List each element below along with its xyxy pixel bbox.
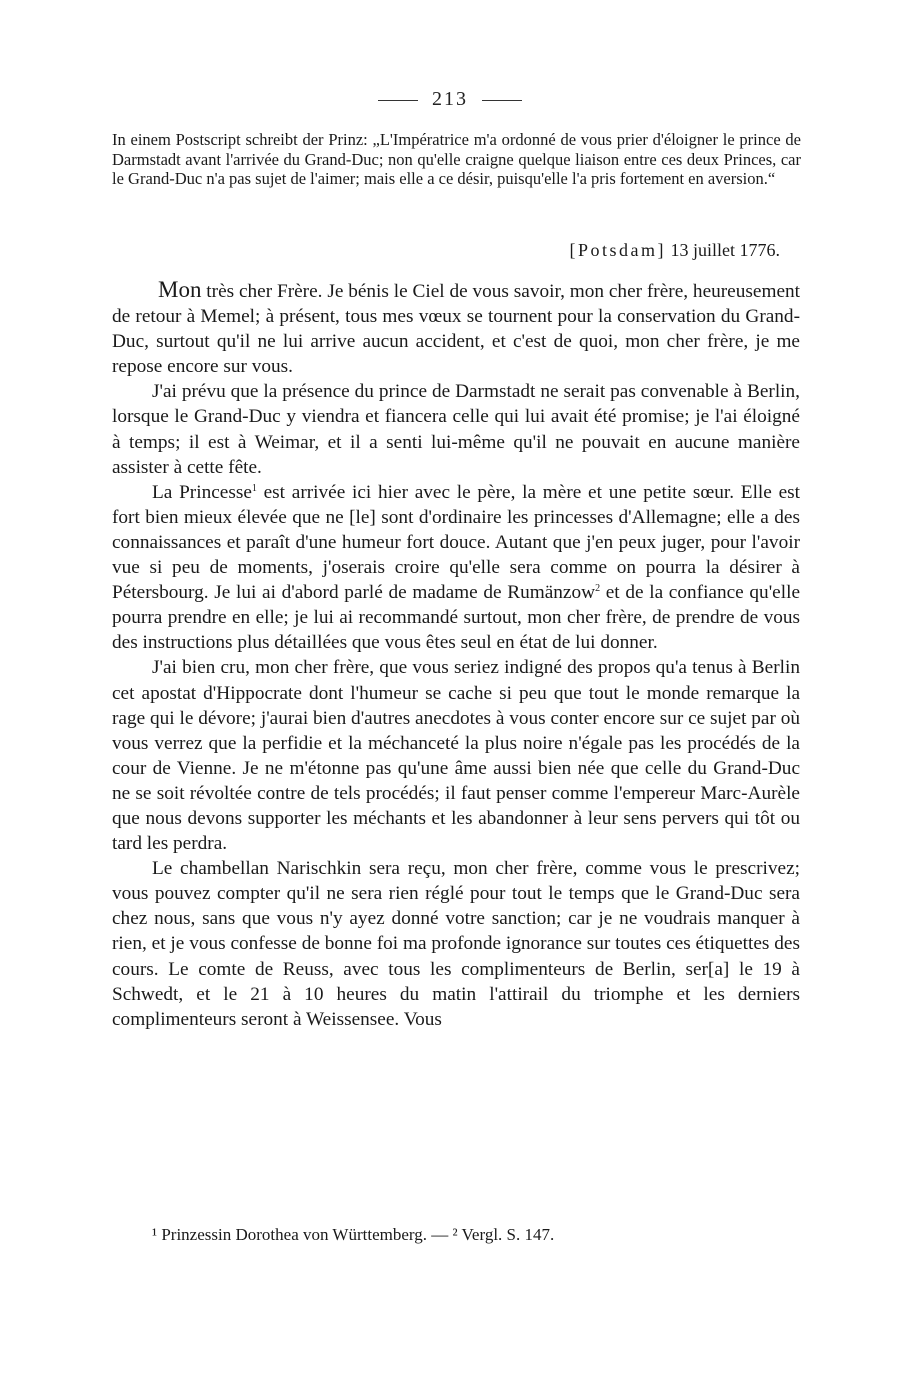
footnote-ref-2: 2 — [595, 583, 601, 595]
paragraph-3-text-c: et de la confiance qu'elle pourra prendre en elle; je lui ai recommandé surtout, mon cher frère, de prendre de vous des instructions plus détaillées que vous êtes seul en état de lui donner. — [112, 582, 800, 654]
right-rule — [482, 100, 522, 101]
dateline-place: [Potsdam] — [569, 240, 666, 260]
salutation-lead: Mon — [158, 277, 202, 302]
paragraph-3 — [112, 480, 800, 656]
dateline-date: 13 juillet 1776. — [670, 240, 780, 260]
left-rule — [378, 100, 418, 101]
dateline — [570, 240, 781, 261]
page-number: 213 — [432, 88, 468, 110]
paragraph-5: Le chambellan Narischkin sera reçu, mon cher frère, comme vous le prescrivez; vous pouvez compter qu'il ne sera rien réglé pour tout le temps que le Grand-Duc sera chez nous, sans que vous n'y ayez donné votre sanction; car je ne voudrais manquer à rien, et je vous confesse de bonne foi ma profonde ignorance sur toutes ces étiquettes des cours. Le comte de Reuss, avec tous les complimenteurs de Berlin, ser[a] le 19 à Schwedt, et le 21 à 10 heures du matin l'attirail du triomphe et les derniers complimenteurs seront à Weissensee. Vous — [112, 858, 800, 1030]
paragraph-2: J'ai prévu que la présence du prince de Darmstadt ne serait pas convenable à Berlin, lorsque le Grand-Duc y viendra et fiancera celle qui lui avait été promise; je l'ai éloigné à temps; il est à Weimar, et il a senti lui-même qu'il ne pouvait en aucune manière assister à cette fête. — [112, 381, 800, 478]
paragraph-1 — [112, 277, 800, 379]
page-number-line — [0, 88, 900, 111]
paragraph-3-text-a: La Princesse — [152, 481, 252, 503]
paragraph-1-text: très cher Frère. Je bénis le Ciel de vous savoir, mon cher frère, heureusement de retour à Memel; à présent, tous mes vœux se tournent pour la conservation du Grand-Duc, surtout qu'il ne lui arrive aucun accident, et c'est de quoi, mon cher frère, je me repose encore sur vous. — [112, 281, 800, 378]
footnotes: ¹ Prinzessin Dorothea von Württemberg. — ² Vergl. S. 147. — [152, 1225, 555, 1244]
paragraph-3-text-b: est arrivée ici hier avec le père, la mère et une petite sœur. Elle est fort bien mieux élevée que ne [le] sont d'ordinaire les princesses d'Allemagne; elle a des connaissances et paraît d'une humeur fort douce. Autant que j'en peux juger, pour l'avoir vue si peu de moments, j'oserais croire qu'elle sera comme on pourra la désirer à Pétersbourg. Je lui ai d'abord parlé de madame de Rumänzow — [112, 481, 800, 604]
letter-body — [112, 277, 800, 1032]
footnote-ref-1: 1 — [251, 482, 257, 494]
paragraph-4: J'ai bien cru, mon cher frère, que vous seriez indigné des propos qu'a tenus à Berlin cet apostat d'Hippocrate dont l'humeur se cache si peu que tout le monde remarque la rage qui le dévore; j'aurai bien d'autres anecdotes à vous conter encore sur ce sujet par où vous verrez que la perfidie et la méchanceté la plus noire n'égale pas les procédés de la cour de Vienne. Je ne m'étonne pas qu'une âme aussi bien née que celle du Grand-Duc ne se soit révoltée contre de tels procédés; il faut penser comme l'empereur Marc-Aurèle que nous devons supporter les méchants et les abandonner à leur sens pervers qui tôt ou tard les perdra. — [112, 657, 800, 855]
intro-note: In einem Postscript schreibt der Prinz: „L'Impératrice m'a ordonné de vous prier d'éloigner le prince de Darmstadt avant l'arrivée du Grand-Duc; non qu'elle craigne quelque liaison entre ces deux Princes, car le Grand-Duc n'a pas sujet de l'aimer; mais elle a ce désir, puisqu'elle l'a pris fortement en aversion.“ — [112, 130, 801, 188]
